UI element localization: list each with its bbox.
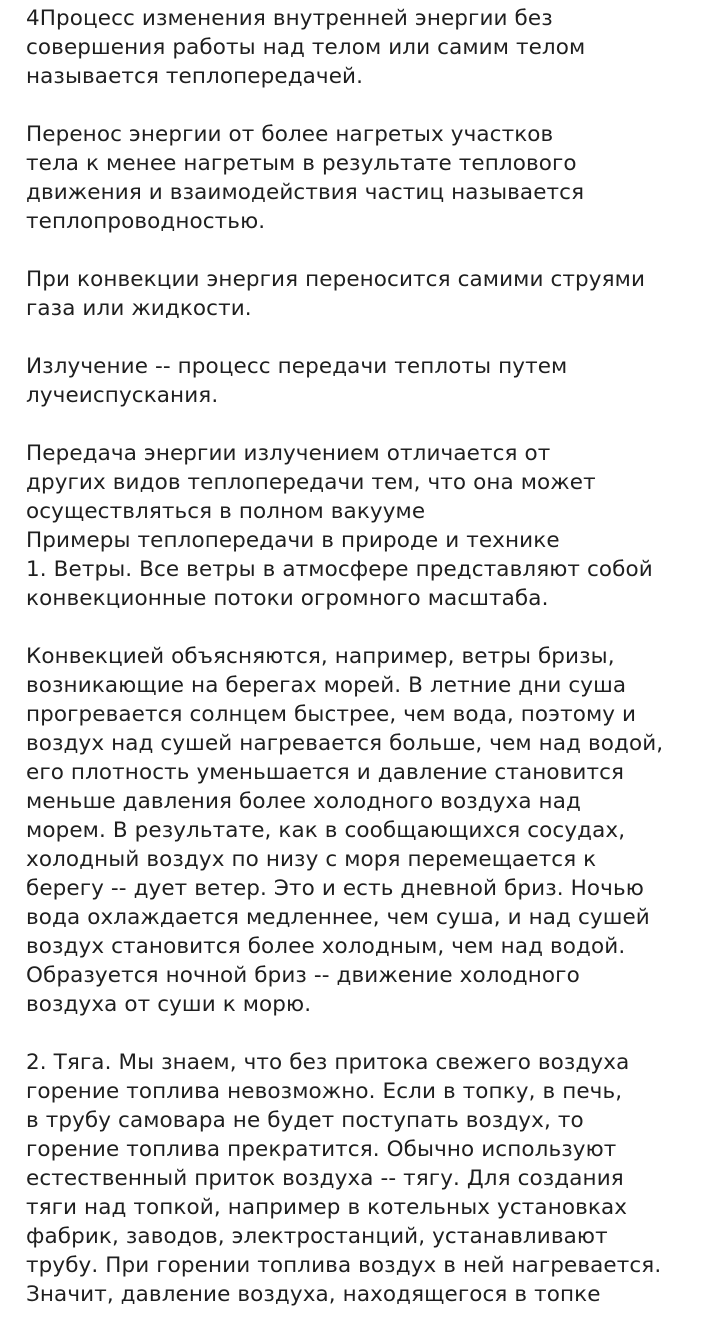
text-line: горение топлива прекратится. Обычно используют (26, 1137, 617, 1162)
paragraph-gap (26, 91, 716, 120)
text-line: осуществляться в полном вакууме (26, 499, 426, 524)
text-line: 1. Ветры. Все ветры в атмосфере представляют собой (26, 557, 653, 582)
text-line: воздух над сушей нагревается больше, чем над водой, (26, 731, 664, 756)
text-line: теплопроводностью. (26, 209, 266, 234)
text-line: воздух становится более холодным, чем над водой. (26, 934, 626, 959)
text-line: конвекционные потоки огромного масштаба. (26, 586, 549, 611)
paragraph (26, 352, 716, 410)
text-line: 4Процесс изменения внутренней энергии без (26, 6, 553, 31)
text-line: Примеры теплопередачи в природе и технике (26, 528, 560, 553)
text-line: в трубу самовара не будет поступать воздух, то (26, 1108, 584, 1133)
text-line: совершения работы над телом или самим телом (26, 35, 586, 60)
text-line: При конвекции энергия переносится самими струями (26, 267, 646, 292)
text-line: других видов теплопередачи тем, что она может (26, 470, 596, 495)
text-line: Конвекцией объясняются, например, ветры бризы, (26, 644, 615, 669)
paragraph-gap (26, 613, 716, 642)
text-line: тяги над топкой, например в котельных установках (26, 1195, 628, 1220)
text-line: Значит, давление воздуха, находящегося в топке (26, 1282, 601, 1307)
text-line: газа или жидкости. (26, 296, 252, 321)
text-line: Образуется ночной бриз -- движение холодного (26, 963, 580, 988)
text-line: воздуха от суши к морю. (26, 992, 312, 1017)
document-text (26, 4, 716, 1309)
paragraph (26, 120, 716, 236)
paragraph (26, 265, 716, 323)
text-line: Перенос энергии от более нагретых участков (26, 122, 554, 147)
text-line: Передача энергии излучением отличается от (26, 441, 551, 466)
paragraph (26, 642, 716, 1019)
text-line: его плотность уменьшается и давление становится (26, 760, 625, 785)
text-line: трубу. При горении топлива воздух в ней нагревается. (26, 1253, 662, 1278)
text-line: холодный воздух по низу с моря перемещается к (26, 847, 597, 872)
text-line: тела к менее нагретым в результате теплового (26, 151, 577, 176)
text-line: вода охлаждается медленнее, чем суша, и над сушей (26, 905, 650, 930)
text-line: естественный приток воздуха -- тягу. Для создания (26, 1166, 624, 1191)
paragraph-gap (26, 1019, 716, 1048)
text-line: Излучение -- процесс передачи теплоты путем (26, 354, 568, 379)
paragraph (26, 4, 716, 91)
text-line: возникающие на берегах морей. В летние дни суша (26, 673, 627, 698)
paragraph (26, 439, 716, 613)
paragraph-gap (26, 236, 716, 265)
text-line: прогревается солнцем быстрее, чем вода, поэтому и (26, 702, 637, 727)
text-line: берегу -- дует ветер. Это и есть дневной бриз. Ночью (26, 876, 644, 901)
text-line: меньше давления более холодного воздуха над (26, 789, 581, 814)
text-line: движения и взаимодействия частиц называется (26, 180, 585, 205)
text-line: морем. В результате, как в сообщающихся сосудах, (26, 818, 626, 843)
text-line: горение топлива невозможно. Если в топку, в печь, (26, 1079, 623, 1104)
text-line: фабрик, заводов, электростанций, устанавливают (26, 1224, 608, 1249)
text-line: 2. Тяга. Мы знаем, что без притока свежего воздуха (26, 1050, 630, 1075)
paragraph-gap (26, 410, 716, 439)
text-line: лучеиспускания. (26, 383, 219, 408)
paragraph (26, 1048, 716, 1309)
text-line: называется теплопередачей. (26, 64, 364, 89)
paragraph-gap (26, 323, 716, 352)
